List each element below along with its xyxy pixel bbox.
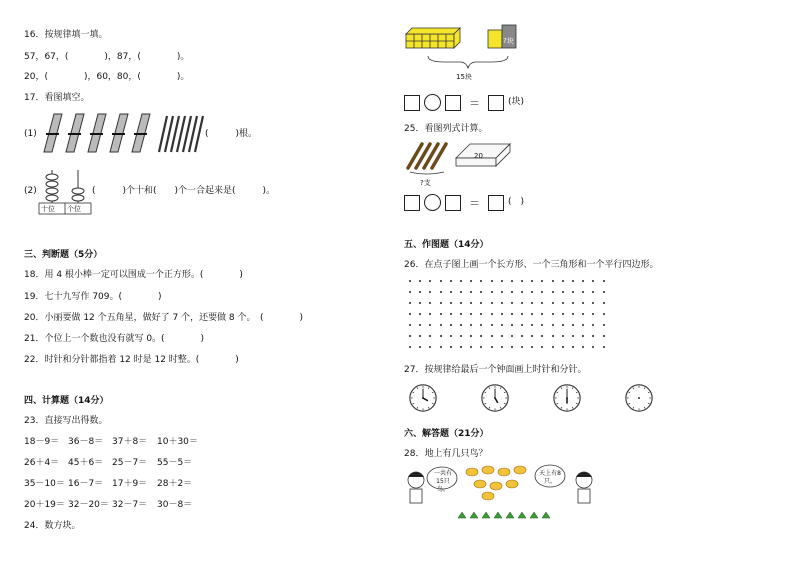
grid-dot	[480, 291, 482, 293]
q17-2-text: ( )个十和( )个一合起来是( )。	[92, 186, 276, 196]
grid-dot	[480, 280, 482, 282]
grid-dot	[603, 346, 605, 348]
grid-dot	[440, 313, 442, 315]
grid-dot	[480, 313, 482, 315]
grid-dot	[552, 335, 554, 337]
grid-dot	[409, 335, 411, 337]
grid-dot	[572, 302, 574, 304]
grid-dot	[470, 346, 472, 348]
grid-dot	[531, 302, 533, 304]
grid-dot	[582, 302, 584, 304]
grid-dot	[531, 313, 533, 315]
ground-bird	[482, 512, 490, 518]
grid-dot	[572, 324, 574, 326]
calc-item: 16－7＝	[68, 479, 104, 489]
grid-dot	[511, 346, 513, 348]
abacus-ones-label: 个位	[67, 205, 81, 213]
ground-bird	[470, 512, 478, 518]
grid-dot	[470, 313, 472, 315]
grid-dot	[440, 291, 442, 293]
bird	[506, 480, 518, 488]
grid-dot	[521, 324, 523, 326]
q23: 23．直接写出得数。	[24, 416, 108, 426]
grid-dot	[562, 280, 564, 282]
grid-dot	[572, 335, 574, 337]
q16-sequence-b: 20，( )，60，80，( )。	[24, 72, 190, 82]
calc-item: 30－8＝	[157, 500, 193, 510]
q20: 20．小丽要做 12 个五角星，做好了 7 个，还要做 8 个。 ( )	[24, 313, 304, 323]
grid-dot	[531, 335, 533, 337]
grid-dot	[562, 335, 564, 337]
dot-row	[409, 346, 613, 348]
grid-dot	[491, 302, 493, 304]
grid-dot	[501, 313, 503, 315]
ground-bird	[506, 512, 514, 518]
grid-dot	[531, 324, 533, 326]
grid-dot	[592, 324, 594, 326]
grid-dot	[541, 302, 543, 304]
grid-dot	[521, 302, 523, 304]
answer-box[interactable]	[445, 95, 461, 111]
calc-item: 18－9＝	[24, 437, 60, 447]
dot-row	[409, 302, 613, 304]
bird	[514, 466, 526, 474]
grid-dot	[491, 280, 493, 282]
grid-dot	[511, 302, 513, 304]
calc-item: 45＋6＝	[68, 458, 104, 468]
grid-dot	[541, 335, 543, 337]
stick-bundles-figure	[38, 112, 208, 154]
grid-dot	[562, 291, 564, 293]
calc-item: 25－7＝	[112, 458, 148, 468]
calc-item: 28＋2＝	[157, 479, 193, 489]
answer-box[interactable]	[445, 195, 461, 211]
q17-1-label: (1)	[24, 129, 37, 139]
grid-dot	[480, 324, 482, 326]
grid-dot	[429, 291, 431, 293]
grid-dot	[582, 324, 584, 326]
grid-dot	[440, 302, 442, 304]
ground-bird	[458, 512, 466, 518]
grid-dot	[491, 324, 493, 326]
grid-dot	[562, 313, 564, 315]
section6-heading: 六、解答题（21分）	[404, 429, 489, 439]
answer-row-blocks	[404, 94, 524, 111]
bird	[498, 468, 510, 476]
q27: 27．按规律给最后一个钟面画上时针和分针。	[404, 365, 587, 375]
grid-dot	[521, 335, 523, 337]
grid-dot	[592, 291, 594, 293]
child-right	[576, 472, 592, 503]
grid-dot	[409, 280, 411, 282]
grid-dot	[592, 280, 594, 282]
grid-dot	[511, 324, 513, 326]
grid-dot	[501, 324, 503, 326]
grid-dot	[419, 335, 421, 337]
grid-dot	[552, 302, 554, 304]
grid-dot	[419, 324, 421, 326]
grid-dot	[521, 280, 523, 282]
q16-title: 16．按规律填一填。	[24, 30, 108, 40]
grid-dot	[419, 280, 421, 282]
q18: 18．用 4 根小棒一定可以围成一个正方形。( )	[24, 270, 243, 280]
grid-dot	[552, 324, 554, 326]
q17-1-blank: ( )根。	[205, 129, 258, 139]
grid-dot	[419, 291, 421, 293]
grid-dot	[603, 324, 605, 326]
grid-dot	[603, 280, 605, 282]
grid-dot	[531, 280, 533, 282]
grid-dot	[440, 324, 442, 326]
q19: 19．七十九写作 709。( )	[24, 292, 162, 302]
grid-dot	[572, 280, 574, 282]
unit-label: (块)	[508, 97, 525, 107]
grid-dot	[521, 291, 523, 293]
stick-bundle	[44, 114, 62, 152]
grid-dot	[552, 280, 554, 282]
grid-dot	[511, 291, 513, 293]
grid-dot	[460, 291, 462, 293]
grid-dot	[440, 280, 442, 282]
grid-dot	[603, 291, 605, 293]
grid-dot	[419, 313, 421, 315]
grid-dot	[531, 291, 533, 293]
grid-dot	[429, 335, 431, 337]
abacus-bead	[46, 181, 58, 187]
stick-bundle	[66, 114, 84, 152]
grid-dot	[531, 346, 533, 348]
clock-face	[408, 383, 438, 413]
calc-item: 17＋9＝	[112, 479, 148, 489]
calc-item: 55－5＝	[157, 458, 193, 468]
grid-dot	[592, 346, 594, 348]
q21: 21．个位上一个数也没有就写 0。( )	[24, 334, 205, 344]
grid-dot	[562, 324, 564, 326]
grid-dot	[541, 280, 543, 282]
q16-sequence-a: 57，67，( )，87，( )。	[24, 52, 190, 62]
grid-dot	[521, 313, 523, 315]
clock-face[interactable]	[624, 383, 654, 413]
bird	[482, 466, 494, 474]
ground-bird	[542, 512, 550, 518]
pencil-question-label: ?支	[420, 179, 431, 187]
grid-dot	[501, 346, 503, 348]
section5-heading: 五、作图题（14分）	[404, 240, 489, 250]
bird	[466, 468, 478, 476]
grid-dot	[460, 302, 462, 304]
grid-dot	[582, 313, 584, 315]
bird	[482, 492, 494, 500]
grid-dot	[409, 291, 411, 293]
grid-dot	[592, 335, 594, 337]
abacus-bead	[46, 195, 58, 201]
answer-box[interactable]	[404, 95, 420, 111]
right-column	[404, 0, 784, 561]
grid-dot	[603, 313, 605, 315]
grid-dot	[450, 335, 452, 337]
grid-dot	[480, 302, 482, 304]
grid-dot	[440, 346, 442, 348]
answer-box[interactable]	[488, 195, 504, 211]
grid-dot	[450, 291, 452, 293]
abacus-bead	[72, 195, 84, 201]
grid-dot	[460, 346, 462, 348]
grid-dot	[501, 280, 503, 282]
child-left	[408, 472, 424, 503]
grid-dot	[409, 346, 411, 348]
grid-dot	[562, 302, 564, 304]
grid-dot	[429, 346, 431, 348]
grid-dot	[501, 291, 503, 293]
brace-total-label: 15块	[456, 73, 472, 81]
grid-dot	[501, 302, 503, 304]
dot-row	[409, 324, 613, 326]
grid-dot	[501, 335, 503, 337]
grid-dot	[429, 302, 431, 304]
grid-dot	[450, 302, 452, 304]
grid-dot	[572, 346, 574, 348]
grid-dot	[572, 313, 574, 315]
grid-dot	[521, 346, 523, 348]
box-number: 20	[474, 152, 483, 160]
bubble-left-text: 一共有15只鸟。	[433, 470, 452, 493]
grid-dot	[470, 280, 472, 282]
grid-dot	[470, 324, 472, 326]
grid-dot	[450, 324, 452, 326]
q22: 22．时针和分针都指着 12 时是 12 时整。( )	[24, 355, 239, 365]
dot-grid[interactable]	[409, 280, 609, 356]
grid-dot	[552, 313, 554, 315]
grid-dot	[491, 335, 493, 337]
grid-dot	[419, 346, 421, 348]
grid-dot	[582, 291, 584, 293]
calc-item: 35－10＝	[24, 479, 65, 489]
calc-item: 26＋4＝	[24, 458, 60, 468]
left-column	[24, 0, 384, 561]
grid-dot	[511, 313, 513, 315]
clock-face	[552, 383, 582, 413]
ground-bird	[530, 512, 538, 518]
dot-row	[409, 280, 613, 282]
grid-dot	[603, 302, 605, 304]
grid-dot	[491, 313, 493, 315]
grid-dot	[541, 324, 543, 326]
grid-dot	[552, 291, 554, 293]
grid-dot	[460, 313, 462, 315]
grid-dot	[592, 313, 594, 315]
grid-dot	[470, 291, 472, 293]
dot-row	[409, 291, 613, 293]
grid-dot	[429, 313, 431, 315]
dot-row	[409, 313, 613, 315]
grid-dot	[429, 280, 431, 282]
grid-dot	[480, 346, 482, 348]
calc-item: 36－8＝	[68, 437, 104, 447]
calc-item: 20＋19＝	[24, 500, 65, 510]
grid-dot	[450, 280, 452, 282]
grid-dot	[409, 313, 411, 315]
stick-bundle	[110, 114, 128, 152]
calc-item: 32－7＝	[112, 500, 148, 510]
grid-dot	[511, 280, 513, 282]
abacus-tens-label: 十位	[41, 205, 55, 213]
grid-dot	[470, 335, 472, 337]
grid-dot	[592, 302, 594, 304]
bubble-right-text: 天上有8只。	[539, 470, 561, 485]
answer-box[interactable]	[488, 95, 504, 111]
grid-dot	[460, 335, 462, 337]
abacus-bead	[46, 174, 58, 180]
q17-2-label: (2)	[24, 186, 37, 196]
grid-dot	[419, 302, 421, 304]
equals-sign: ＝	[469, 196, 480, 210]
operator-circle[interactable]	[424, 94, 441, 111]
abacus-bead	[46, 188, 58, 194]
grid-dot	[470, 302, 472, 304]
section4-heading: 四、计算题（14分）	[24, 396, 109, 406]
calc-item: 32－20＝	[68, 500, 109, 510]
grid-dot	[582, 335, 584, 337]
pencils-and-box-figure	[404, 138, 514, 180]
calc-item: 37＋8＝	[112, 437, 148, 447]
grid-dot	[460, 280, 462, 282]
grid-dot	[409, 324, 411, 326]
grid-dot	[480, 335, 482, 337]
answer-row-pencils	[404, 194, 524, 211]
grid-dot	[429, 324, 431, 326]
grid-dot	[572, 291, 574, 293]
grid-dot	[409, 302, 411, 304]
dot-row	[409, 335, 613, 337]
grid-dot	[582, 346, 584, 348]
clock-face	[480, 383, 510, 413]
equals-sign: ＝	[469, 96, 480, 110]
bird	[490, 482, 502, 490]
q28: 28．地上有几只鸟？	[404, 449, 488, 459]
unit-label: ( )	[508, 197, 525, 207]
grid-dot	[511, 335, 513, 337]
grid-dot	[450, 313, 452, 315]
grid-dot	[541, 346, 543, 348]
grid-dot	[541, 313, 543, 315]
grid-dot	[603, 335, 605, 337]
grid-dot	[450, 346, 452, 348]
q26: 26．在点子图上画一个长方形、一个三角形和一个平行四边形。	[404, 260, 659, 270]
section3-heading: 三、判断题（5分）	[24, 250, 103, 260]
operator-circle[interactable]	[424, 194, 441, 211]
bird	[474, 480, 486, 488]
grid-dot	[460, 324, 462, 326]
ground-bird	[518, 512, 526, 518]
grid-dot	[541, 291, 543, 293]
answer-box[interactable]	[404, 195, 420, 211]
hidden-block-label: ?块	[503, 37, 514, 45]
ground-bird	[494, 512, 502, 518]
grid-dot	[552, 346, 554, 348]
grid-dot	[491, 346, 493, 348]
q24: 24．数方块。	[24, 521, 81, 531]
stick-bundle	[132, 114, 150, 152]
grid-dot	[491, 291, 493, 293]
calc-item: 10＋30＝	[157, 437, 198, 447]
grid-dot	[562, 346, 564, 348]
grid-dot	[440, 335, 442, 337]
q25: 25．看图列式计算。	[404, 124, 488, 134]
grid-dot	[582, 280, 584, 282]
stick-bundle	[88, 114, 106, 152]
abacus-bead	[72, 188, 84, 194]
q17-title: 17．看图填空。	[24, 93, 90, 103]
